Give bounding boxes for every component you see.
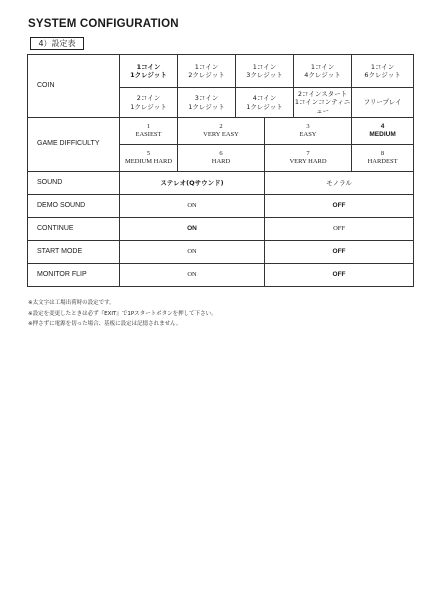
difficulty-option-2: 2 VERY EASY: [178, 118, 265, 145]
coin-option-10: フリープレイ: [352, 88, 414, 118]
coin-option-7: 3コイン 1クレジット: [178, 88, 236, 118]
demo-sound-row: [28, 195, 414, 218]
difficulty-option-7: 7 VERY HARD: [265, 145, 352, 172]
continue-option-2: OFF: [265, 218, 414, 241]
demo-sound-option-2: OFF: [265, 195, 414, 218]
sound-label: SOUND: [28, 172, 120, 195]
coin-option-3: 1コイン 3クレジット: [236, 55, 294, 88]
continue-row: [28, 218, 414, 241]
difficulty-row-1: [28, 118, 414, 145]
start-mode-option-1: ON: [120, 241, 265, 264]
coin-option-2: 1コイン 2クレジット: [178, 55, 236, 88]
note-1: ※太文字は工場出荷時の設定です。: [28, 300, 115, 306]
monitor-flip-label: MONITOR FLIP: [28, 264, 120, 287]
coin-option-1: 1コイン 1クレジット: [120, 55, 178, 88]
difficulty-option-5: 5 MEDIUM HARD: [120, 145, 178, 172]
demo-sound-option-1: ON: [120, 195, 265, 218]
difficulty-label: GAME DIFFICULTY: [28, 118, 120, 172]
coin-row-1: [28, 55, 414, 88]
config-table: [27, 54, 414, 287]
continue-option-1: ON: [120, 218, 265, 241]
demo-sound-label: DEMO SOUND: [28, 195, 120, 218]
difficulty-option-6: 6 HARD: [178, 145, 265, 172]
coin-option-4: 1コイン 4クレジット: [294, 55, 352, 88]
note-2: ※設定を変更したときは必ず『EXIT』で1Pスタートボタンを押して下さい。: [28, 310, 217, 317]
start-mode-row: [28, 241, 414, 264]
sound-option-1: ステレオ(Qサウンド): [120, 172, 265, 195]
coin-option-6: 2コイン 1クレジット: [120, 88, 178, 118]
difficulty-option-3: 3 EASY: [265, 118, 352, 145]
start-mode-option-2: OFF: [265, 241, 414, 264]
difficulty-option-1: 1 EASIEST: [120, 118, 178, 145]
monitor-flip-option-1: ON: [120, 264, 265, 287]
sound-row: [28, 172, 414, 195]
monitor-flip-row: [28, 264, 414, 287]
sound-option-2: モノラル: [265, 172, 414, 195]
coin-option-5: 1コイン 6クレジット: [352, 55, 414, 88]
coin-option-8: 4コイン 1クレジット: [236, 88, 294, 118]
notes: [28, 298, 217, 330]
difficulty-option-8: 8 HARDEST: [352, 145, 414, 172]
page-title: SYSTEM CONFIGURATION: [28, 18, 179, 30]
difficulty-option-4: 4 MEDIUM: [352, 118, 414, 145]
coin-option-9: 2コインスタート 1コインコンティニュー: [294, 88, 352, 118]
continue-label: CONTINUE: [28, 218, 120, 241]
monitor-flip-option-2: OFF: [265, 264, 414, 287]
note-3: ※押さずに電源を切った場合、基板に設定は記憶されません。: [28, 321, 182, 327]
coin-label: COIN: [28, 55, 120, 118]
start-mode-label: START MODE: [28, 241, 120, 264]
section-label: 4）設定表: [30, 37, 84, 50]
